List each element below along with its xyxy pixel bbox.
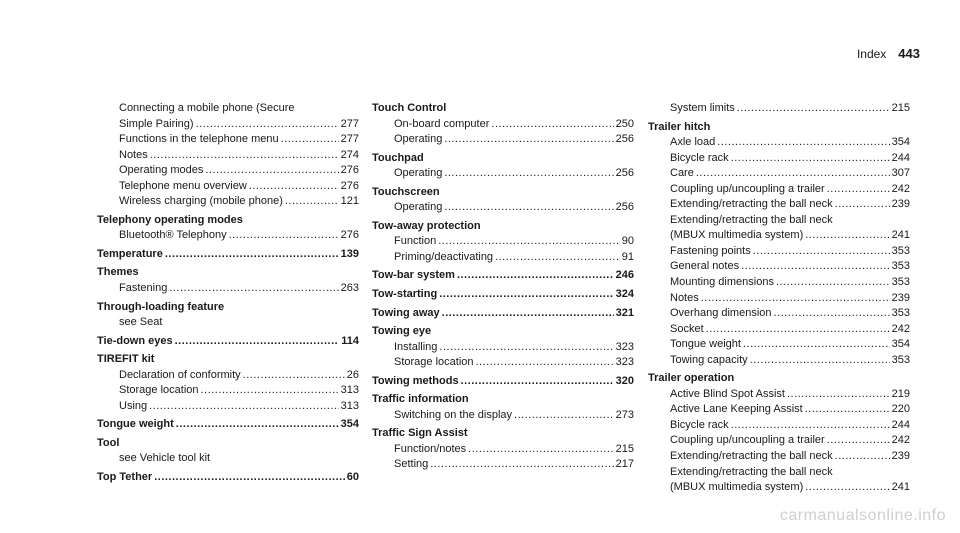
- index-entry: [372, 457, 634, 473]
- leader-dots: [444, 166, 613, 182]
- entry-text: Extending/retracting the ball neck: [670, 213, 833, 226]
- page-ref[interactable]: 353: [891, 276, 910, 289]
- entry-text: Trailer operation: [648, 372, 735, 385]
- leader-dots: [149, 399, 339, 415]
- entry-text: Traffic Sign Assist: [372, 427, 468, 440]
- leader-dots: [169, 281, 338, 297]
- index-entry: [97, 383, 359, 399]
- index-entry: [648, 259, 910, 275]
- page-ref[interactable]: 60: [346, 471, 359, 484]
- entry-text: Tow-starting: [372, 288, 438, 301]
- index-heading: [372, 306, 634, 322]
- index-heading: [97, 417, 359, 433]
- entry-text: Tow-bar system: [372, 269, 455, 282]
- leader-dots: [205, 163, 338, 179]
- entry-text: see Vehicle tool kit: [119, 452, 211, 465]
- entry-text: Top Tether: [97, 471, 153, 484]
- leader-dots: [176, 417, 339, 433]
- entry-text: Declaration of conformity: [119, 368, 241, 381]
- page-ref[interactable]: 276: [340, 164, 359, 177]
- index-heading: [97, 470, 359, 486]
- index-entry: [648, 291, 910, 307]
- page-ref[interactable]: 219: [891, 387, 910, 400]
- page-ref[interactable]: 242: [891, 434, 910, 447]
- entry-text: Operating: [394, 201, 443, 214]
- index-entry: [97, 315, 359, 331]
- page-ref[interactable]: 91: [621, 250, 634, 263]
- entry-text: Bluetooth® Telephony: [119, 229, 227, 242]
- leader-dots: [827, 433, 890, 449]
- leader-dots: [442, 306, 614, 322]
- page-ref[interactable]: 307: [891, 167, 910, 180]
- entry-text: System limits: [670, 102, 735, 114]
- leader-dots: [741, 259, 890, 275]
- entry-text: Notes: [119, 148, 148, 161]
- entry-text: Functions in the telephone menu: [119, 133, 279, 146]
- page-ref[interactable]: 276: [340, 229, 359, 242]
- entry-text: Connecting a mobile phone (Secure: [119, 102, 295, 114]
- entry-text: Care: [670, 167, 694, 180]
- index-heading: [97, 213, 359, 229]
- index-entry: [648, 402, 910, 418]
- page-header: [857, 46, 920, 61]
- entry-text: Mounting dimensions: [670, 276, 774, 289]
- leader-dots: [175, 334, 340, 350]
- index-entry: [372, 340, 634, 356]
- entry-text: Socket: [670, 322, 704, 335]
- leader-dots: [457, 268, 614, 284]
- index-entry: [372, 355, 634, 371]
- entry-text: Extending/retracting the ball neck: [670, 450, 833, 463]
- leader-dots: [776, 275, 890, 291]
- index-entry: [372, 117, 634, 133]
- page-ref[interactable]: 241: [891, 229, 910, 242]
- page-ref[interactable]: 353: [891, 307, 910, 320]
- page-ref[interactable]: 241: [891, 481, 910, 494]
- leader-dots: [476, 355, 614, 371]
- leader-dots: [243, 368, 345, 384]
- index-column-3: [648, 101, 910, 496]
- index-heading: [372, 151, 634, 167]
- leader-dots: [439, 340, 613, 356]
- entry-text: Notes: [670, 291, 699, 304]
- index-heading: [372, 392, 634, 408]
- page-ref[interactable]: 273: [615, 408, 634, 421]
- leader-dots: [835, 197, 890, 213]
- entry-text: Setting: [394, 458, 429, 471]
- entry-text: Through-loading feature: [97, 300, 225, 313]
- index-entry: [648, 306, 910, 322]
- page-ref[interactable]: 313: [340, 384, 359, 397]
- leader-dots: [154, 470, 345, 486]
- entry-text: TIREFIT kit: [97, 353, 155, 366]
- leader-dots: [787, 387, 890, 403]
- index-entry: [648, 480, 910, 496]
- leader-dots: [461, 374, 614, 390]
- index-heading: [372, 287, 634, 303]
- page-ref[interactable]: 244: [891, 151, 910, 164]
- entry-text: see Seat: [119, 316, 163, 329]
- page-ref[interactable]: 256: [615, 167, 634, 180]
- entry-text: Coupling up/uncoupling a trailer: [670, 182, 825, 195]
- leader-dots: [439, 287, 613, 303]
- entry-text: Fastening points: [670, 244, 751, 257]
- entry-text: Using: [119, 399, 148, 412]
- entry-text: Function/notes: [394, 442, 467, 455]
- leader-dots: [731, 151, 890, 167]
- leader-dots: [468, 442, 613, 458]
- page-ref[interactable]: 220: [891, 403, 910, 416]
- index-entry: [97, 163, 359, 179]
- entry-text: Towing capacity: [670, 353, 748, 366]
- entry-text: Tie-down eyes: [97, 334, 173, 347]
- index-entry: [648, 322, 910, 338]
- page-number: 443: [898, 46, 920, 61]
- page-ref[interactable]: 242: [891, 182, 910, 195]
- leader-dots: [444, 132, 613, 148]
- page-ref[interactable]: 354: [340, 418, 359, 431]
- index-heading: [648, 120, 910, 136]
- index-entry: [648, 228, 910, 244]
- index-entry: [648, 433, 910, 449]
- page-ref[interactable]: 239: [891, 450, 910, 463]
- index-heading: [372, 101, 634, 117]
- entry-text: Tongue weight: [670, 338, 741, 351]
- page-ref[interactable]: 114: [341, 334, 359, 347]
- index-entry: [648, 387, 910, 403]
- entry-text: Priming/deactivating: [394, 250, 494, 263]
- leader-dots: [750, 353, 890, 369]
- index-entry: [648, 275, 910, 291]
- index-entry: [97, 179, 359, 195]
- entry-text: Active Lane Keeping Assist: [670, 403, 803, 416]
- leader-dots: [165, 247, 339, 263]
- index-entry: [97, 101, 359, 117]
- index-entry: [648, 244, 910, 260]
- leader-dots: [805, 480, 889, 496]
- section-title: Index: [856, 47, 887, 61]
- entry-text: Traffic information: [372, 393, 469, 406]
- index-entry: [97, 228, 359, 244]
- index-heading: [372, 219, 634, 235]
- entry-text: Simple Pairing): [119, 117, 194, 130]
- entry-text: Storage location: [119, 384, 199, 397]
- page-ref[interactable]: 276: [340, 179, 359, 192]
- index-entry: [648, 166, 910, 182]
- entry-text: Themes: [97, 266, 139, 279]
- index-entry: [372, 408, 634, 424]
- leader-dots: [835, 449, 890, 465]
- leader-dots: [827, 182, 890, 198]
- entry-text: Operating: [394, 167, 443, 180]
- index-entry: [648, 135, 910, 151]
- leader-dots: [753, 244, 890, 260]
- entry-text: Towing away: [372, 306, 440, 319]
- entry-text: (MBUX multimedia system): [670, 481, 804, 494]
- page-ref[interactable]: 353: [891, 353, 910, 366]
- leader-dots: [731, 418, 890, 434]
- entry-text: Towing eye: [372, 325, 432, 338]
- entry-text: Towing methods: [372, 374, 459, 387]
- entry-text: Overhang dimension: [670, 307, 772, 320]
- page-ref[interactable]: 353: [891, 260, 910, 273]
- entry-text: Temperature: [97, 247, 163, 260]
- leader-dots: [774, 306, 890, 322]
- leader-dots: [495, 250, 620, 266]
- index-entry: [648, 101, 910, 117]
- leader-dots: [196, 117, 339, 133]
- index-heading: [97, 436, 359, 452]
- entry-text: Coupling up/uncoupling a trailer: [670, 434, 825, 447]
- leader-dots: [743, 337, 890, 353]
- entry-text: Switching on the display: [394, 408, 513, 421]
- page-ref[interactable]: 215: [891, 102, 910, 114]
- leader-dots: [805, 402, 890, 418]
- entry-text: Function: [394, 235, 437, 248]
- page-ref[interactable]: 242: [891, 322, 910, 335]
- entry-text: Fastening: [119, 282, 168, 295]
- leader-dots: [444, 200, 613, 216]
- leader-dots: [717, 135, 889, 151]
- index-entry: [648, 353, 910, 369]
- leader-dots: [249, 179, 339, 195]
- leader-dots: [201, 383, 339, 399]
- leader-dots: [701, 291, 890, 307]
- index-entry: [648, 449, 910, 465]
- entry-text: On-board computer: [394, 117, 490, 130]
- leader-dots: [150, 148, 339, 164]
- entry-text: Touchpad: [372, 151, 424, 164]
- entry-text: Storage location: [394, 356, 474, 369]
- page-ref[interactable]: 121: [340, 195, 359, 208]
- index-entry: [372, 166, 634, 182]
- page-ref[interactable]: 277: [340, 133, 359, 146]
- index-heading: [372, 374, 634, 390]
- entry-text: Active Blind Spot Assist: [670, 387, 785, 400]
- leader-dots: [281, 132, 339, 148]
- entry-text: Trailer hitch: [648, 120, 711, 133]
- index-entry: [372, 442, 634, 458]
- watermark: carmanualsonline.info: [779, 507, 946, 524]
- entry-text: (MBUX multimedia system): [670, 229, 804, 242]
- entry-text: Operating modes: [119, 164, 204, 177]
- index-column-2: [372, 101, 634, 473]
- index-heading: [372, 324, 634, 340]
- index-entry: [97, 148, 359, 164]
- page-ref[interactable]: 354: [891, 136, 910, 149]
- index-entry: [97, 132, 359, 148]
- leader-dots: [229, 228, 339, 244]
- index-entry: [372, 200, 634, 216]
- entry-text: Tow-away protection: [372, 219, 481, 232]
- index-heading: [97, 352, 359, 368]
- page-ref[interactable]: 244: [891, 418, 910, 431]
- leader-dots: [430, 457, 613, 473]
- entry-text: Extending/retracting the ball neck: [670, 465, 833, 478]
- page-ref[interactable]: 354: [891, 338, 910, 351]
- entry-text: Telephony operating modes: [97, 213, 243, 226]
- leader-dots: [438, 234, 620, 250]
- index-entry: [97, 281, 359, 297]
- entry-text: Wireless charging (mobile phone): [119, 195, 283, 208]
- index-entry: [648, 182, 910, 198]
- page-ref[interactable]: 324: [615, 288, 634, 301]
- index-entry: [97, 399, 359, 415]
- page-ref[interactable]: 320: [615, 374, 634, 387]
- index-entry: [97, 117, 359, 133]
- page-ref[interactable]: 246: [615, 269, 634, 282]
- entry-text: Installing: [394, 340, 438, 353]
- entry-text: Telephone menu overview: [119, 179, 247, 192]
- index-heading: [97, 300, 359, 316]
- page-ref[interactable]: 323: [615, 356, 634, 369]
- entry-text: Bicycle rack: [670, 418, 729, 431]
- leader-dots: [285, 194, 339, 210]
- page-ref[interactable]: 321: [615, 306, 634, 319]
- page-ref[interactable]: 277: [340, 117, 359, 130]
- index-heading: [648, 371, 910, 387]
- leader-dots: [514, 408, 614, 424]
- entry-text: General notes: [670, 260, 740, 273]
- index-entry: [372, 250, 634, 266]
- index-heading: [97, 265, 359, 281]
- leader-dots: [696, 166, 890, 182]
- leader-dots: [706, 322, 890, 338]
- entry-text: Bicycle rack: [670, 151, 729, 164]
- entry-text: Tongue weight: [97, 418, 174, 431]
- index-entry: [648, 197, 910, 213]
- page-ref[interactable]: 217: [615, 458, 634, 471]
- index-entry: [648, 418, 910, 434]
- page-ref[interactable]: 215: [615, 442, 634, 455]
- index-entry: [372, 234, 634, 250]
- index-entry: [97, 368, 359, 384]
- page-ref[interactable]: 239: [891, 291, 910, 304]
- index-heading: [97, 247, 359, 263]
- index-entry: [648, 151, 910, 167]
- page-ref[interactable]: 256: [615, 201, 634, 214]
- page-ref[interactable]: 90: [621, 235, 634, 248]
- page-ref[interactable]: 26: [346, 368, 359, 381]
- index-heading: [372, 268, 634, 284]
- page-ref[interactable]: 353: [891, 244, 910, 257]
- leader-dots: [737, 101, 890, 117]
- entry-text: Touch Control: [372, 102, 447, 114]
- index-column-1: [97, 101, 359, 486]
- index-heading: [372, 185, 634, 201]
- leader-dots: [805, 228, 889, 244]
- page-ref[interactable]: 139: [340, 247, 359, 260]
- page-ref[interactable]: 263: [340, 282, 359, 295]
- index-entry: [97, 451, 359, 467]
- page-ref[interactable]: 313: [340, 399, 359, 412]
- page-ref[interactable]: 256: [615, 133, 634, 146]
- index-heading: [97, 334, 359, 350]
- entry-text: Extending/retracting the ball neck: [670, 198, 833, 211]
- index-entry: [97, 194, 359, 210]
- entry-text: Axle load: [670, 136, 716, 149]
- leader-dots: [491, 117, 613, 133]
- page-ref[interactable]: 239: [891, 198, 910, 211]
- index-entry: [372, 132, 634, 148]
- entry-text: Tool: [97, 436, 120, 449]
- index-heading: [372, 426, 634, 442]
- page-ref[interactable]: 323: [615, 340, 634, 353]
- page-ref[interactable]: 274: [340, 148, 359, 161]
- index-entry: [648, 337, 910, 353]
- entry-text: Touchscreen: [372, 185, 440, 198]
- entry-text: Operating: [394, 133, 443, 146]
- index-entry: [648, 465, 910, 481]
- page-ref[interactable]: 250: [615, 117, 634, 130]
- index-entry: [648, 213, 910, 229]
